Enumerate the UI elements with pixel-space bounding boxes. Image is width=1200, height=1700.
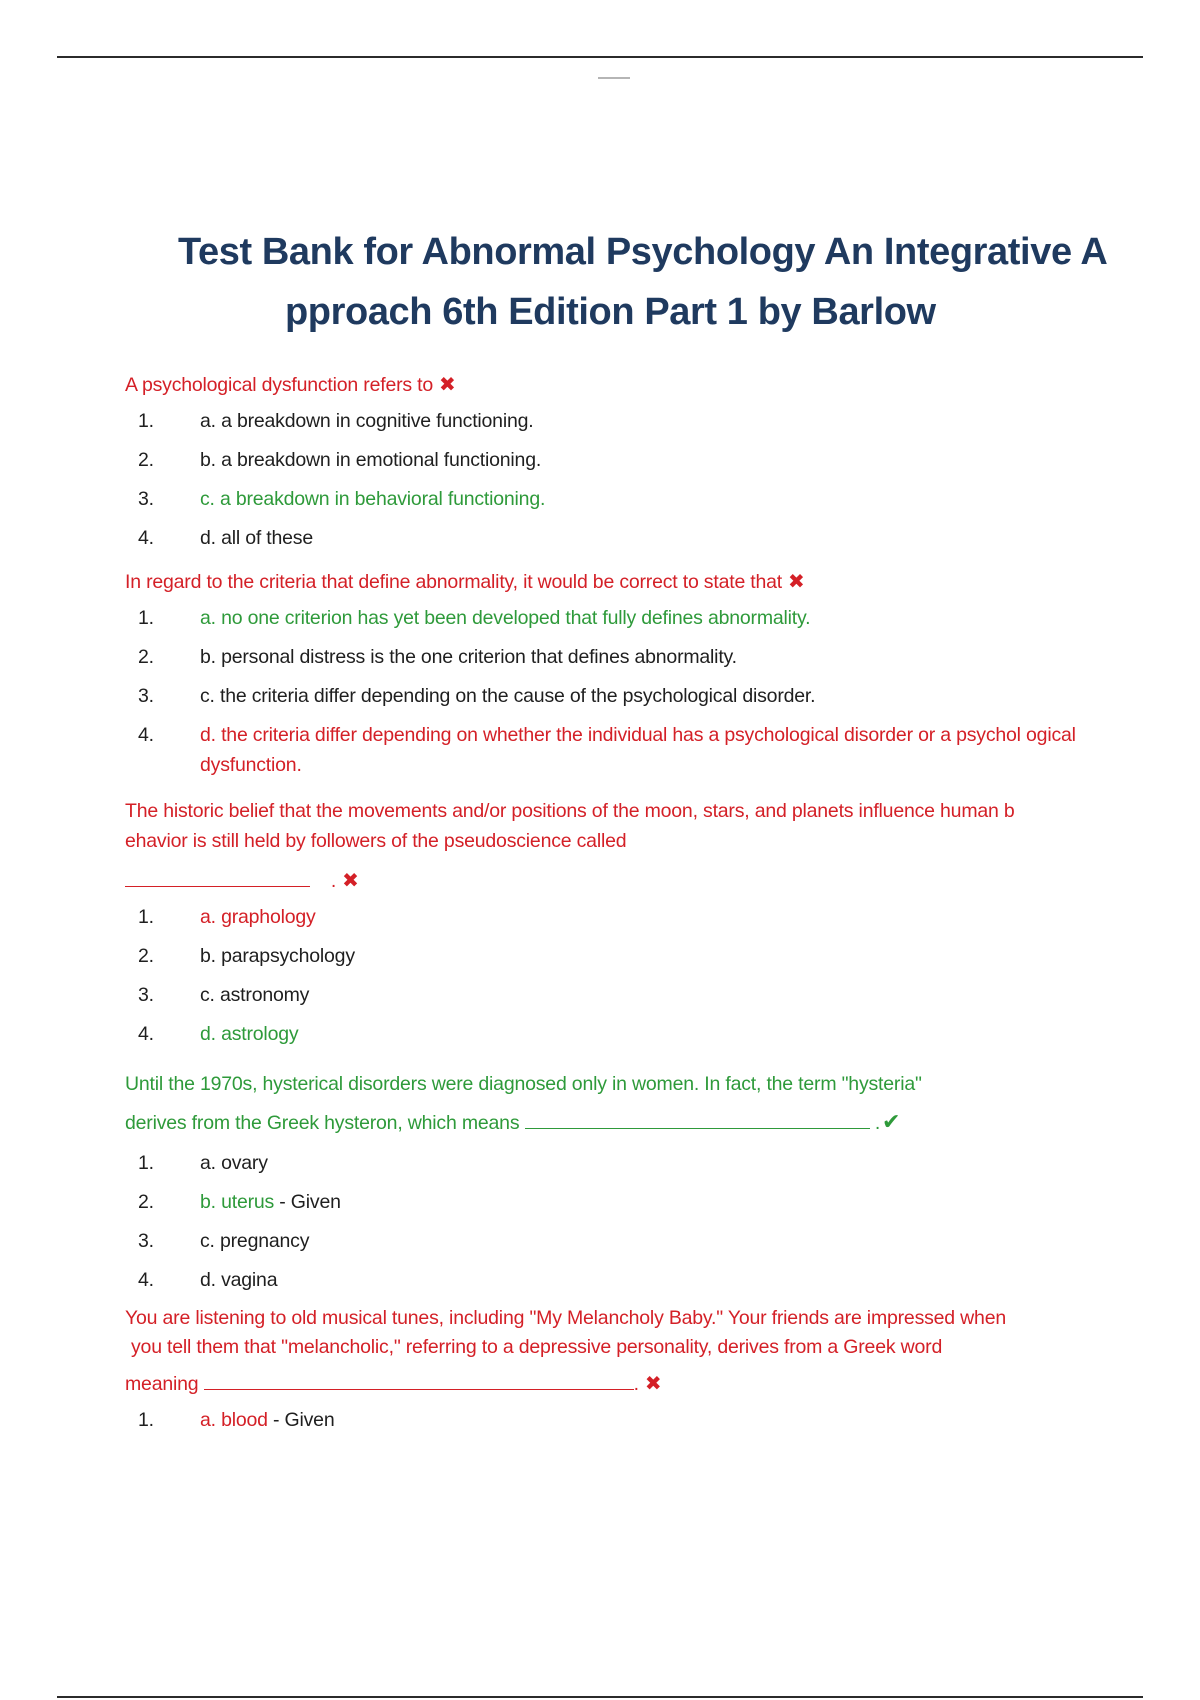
option-item[interactable] [125,980,1125,1010]
answer-blank [204,1375,634,1390]
option-number: 4. [138,527,154,549]
option-item[interactable] [125,406,1125,436]
option-text: d. the criteria differ depending on whether the individual has a psychological disorder or a psychol ogical dysfunction. [200,724,1076,776]
option-number: 3. [138,488,154,510]
option-item-correct[interactable] [125,1187,1125,1217]
question-text: You are listening to old musical tunes, including "My Melancholy Baby." Your friends are impressed when you tell them that "melancholic," referring to a depressive personality, derives from a Greek word meaning . ✖ [125,1307,1006,1395]
question-block [125,796,1125,1049]
option-item-selected-wrong[interactable] [125,720,1125,780]
option-item[interactable] [125,1265,1125,1295]
option-text: a. blood - Given [200,1409,335,1431]
option-text: d. all of these [200,527,313,549]
question-text: In regard to the criteria that define abnormality, it would be correct to state that ✖ [125,571,805,593]
option-text: b. a breakdown in emotional functioning. [200,449,542,471]
option-text: d. astrology [200,1023,299,1045]
option-text: a. ovary [200,1152,268,1174]
option-number: 1. [138,607,154,629]
option-number: 1. [138,1152,154,1174]
option-text: b. parapsychology [200,945,355,967]
option-text: a. no one criterion has yet been developed that fully defines abnormality. [200,607,811,629]
option-text: c. astronomy [200,984,310,1006]
option-item[interactable] [125,1226,1125,1256]
option-number: 2. [138,1191,154,1213]
option-item-correct[interactable] [125,603,1125,633]
option-item-correct[interactable] [125,484,1125,514]
question-block [125,370,1125,553]
option-number: 4. [138,1023,154,1045]
option-list [125,902,1125,1049]
document-title [150,222,1120,342]
option-number: 3. [138,685,154,707]
question-block [125,567,1125,780]
wrong-mark-icon: ✖ [342,870,359,892]
option-item[interactable] [125,1148,1125,1178]
question-text: The historic belief that the movements and/or positions of the moon, stars, and planets influence human b ehavior is still held by followers of the pseudoscience called [125,800,1015,852]
title-line-2: pproach 6th Edition Part 1 by Barlow [285,291,936,333]
option-item-correct[interactable] [125,1019,1125,1049]
option-text: c. a breakdown in behavioral functioning. [200,488,546,510]
option-list [125,406,1125,553]
answer-blank [525,1114,870,1129]
question-block [125,1304,1125,1435]
top-rule [57,56,1143,58]
option-item-selected-wrong[interactable] [125,902,1125,932]
option-list [125,603,1125,780]
question-list [125,370,1125,1444]
question-block [125,1065,1125,1295]
title-line-1: Test Bank for Abnormal Psychology An Integrative A [178,231,1108,273]
check-mark-icon: ✔ [882,1109,901,1134]
option-number: 3. [138,984,154,1006]
option-item-selected-wrong[interactable] [125,1405,1125,1435]
wrong-mark-icon: ✖ [644,1373,662,1395]
bottom-rule [57,1696,1143,1698]
option-item[interactable] [125,523,1125,553]
option-item[interactable] [125,681,1125,711]
option-item[interactable] [125,642,1125,672]
option-number: 4. [138,724,154,746]
option-number: 1. [138,410,154,432]
option-number: 3. [138,1230,154,1252]
option-list [125,1148,1125,1295]
option-text: a. graphology [200,906,316,928]
option-number: 2. [138,449,154,471]
wrong-mark-icon: ✖ [439,374,456,396]
option-item[interactable] [125,445,1125,475]
given-label: - Given [267,1409,335,1431]
option-number: 1. [138,906,154,928]
option-text: d. vagina [200,1269,278,1291]
option-text: b. personal distress is the one criterion that defines abnormality. [200,646,737,668]
header-mark [598,77,630,79]
question-text: A psychological dysfunction refers to ✖ [125,374,456,396]
answer-blank [125,872,310,887]
option-text: c. pregnancy [200,1230,310,1252]
wrong-mark-icon: ✖ [788,571,805,593]
given-label: - Given [274,1191,341,1213]
option-number: 1. [138,1409,154,1431]
option-text: a. a breakdown in cognitive functioning. [200,410,534,432]
option-number: 2. [138,945,154,967]
option-text: c. the criteria differ depending on the cause of the psychological disorder. [200,685,816,707]
option-text: b. uterus - Given [200,1191,341,1213]
option-number: 4. [138,1269,154,1291]
option-list [125,1405,1125,1435]
answer-blank-line: . ✖ [125,866,1125,896]
option-number: 2. [138,646,154,668]
question-text: Until the 1970s, hysterical disorders were diagnosed only in women. In fact, the term "hysteria" derives from the Greek hysteron, which means .✔ [125,1073,922,1134]
option-item[interactable] [125,941,1125,971]
